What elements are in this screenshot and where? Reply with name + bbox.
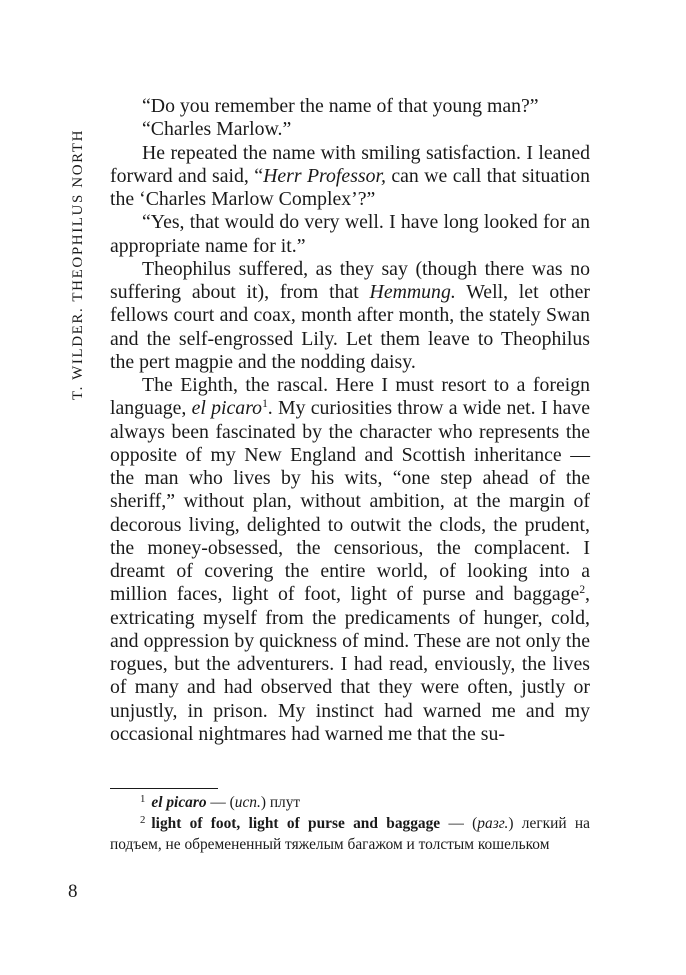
footnote-text: )	[508, 815, 514, 832]
footnote-label: разг.	[477, 815, 509, 832]
paragraph	[110, 142, 590, 212]
text-run: Well, let other fellows court and coax, month after month, the stately Swan and the self-engrossed Lily. Let them leave to Theophilus the pert magpie and the nodding daisy.	[110, 281, 590, 373]
text-run: Theophilus suffered, as they say (though there was no suffering about it), from that	[110, 257, 590, 303]
main-text	[110, 95, 590, 746]
paragraph: “Charles Marlow.”	[142, 118, 292, 141]
footnote-ref[interactable]: 2	[579, 584, 586, 597]
text-run: , extricating myself from the predicaments of hunger, cold, and oppression by quickness of mind. These are not only the rogues, but the adventurers. I had read, enviously, the lives of many and had observed that they were often, justly or unjustly, in prison. My instinct had warned me and my occasional nightmares had warned me that the su-	[110, 583, 590, 745]
footnote-gloss: легкий на подъем, не обремененный тяжелым багажом и толстым кошельком	[110, 815, 590, 853]
footnote-text: )	[260, 794, 266, 811]
text-run: . My curiosities throw a wide net. I have always been fascinated by the character who represents the opposite of my New England and Scottish inheritance — the man who lives by his wits, “one step ahead of the sheriff,” without plan, without ambition, at the margin of decorous living, delighted to outwit the clods, the prudent, the money-obsessed, the censorious, the complacent. I dreamt of covering the entire world, of looking into a million faces, light of foot, light of purse and baggage	[110, 397, 591, 606]
text-run: can we call that situation the ‘Charles Marlow Complex’?”	[110, 164, 590, 210]
running-head: T. WILDER. THEOPHILUS NORTH	[70, 128, 86, 400]
italic-phrase: Herr Professor,	[263, 164, 386, 187]
footnote-gloss: плут	[265, 794, 301, 811]
paragraph	[110, 258, 590, 374]
text-run: The Eighth, the rascal. Here I must resort to a foreign language,	[110, 374, 590, 420]
footnote	[110, 813, 590, 855]
paragraph: “Do you remember the name of that young man?”	[142, 95, 539, 117]
footnote-text: — (	[440, 815, 478, 832]
paragraph: “Yes, that would do very well. I have long looked for an appropriate name for it.”	[110, 211, 590, 257]
footnote-mark: 2	[140, 814, 146, 827]
text-run: He repeated the name with smiling satisfaction. I leaned forward and said, “	[110, 141, 590, 187]
footnote-text: — (	[206, 794, 235, 811]
footnote-mark: 1	[140, 793, 146, 806]
page-number: 8	[68, 881, 78, 902]
footnote-label: исп.	[234, 794, 261, 811]
footnote	[110, 792, 590, 813]
footnote-divider	[110, 788, 218, 789]
footnote-ref[interactable]: 1	[262, 398, 268, 411]
footnote-term: light of foot, light of purse and baggage	[151, 815, 441, 832]
footnote-term: el picaro	[151, 794, 207, 811]
italic-phrase: Hemmung.	[369, 281, 456, 303]
footnotes	[110, 792, 590, 855]
italic-phrase: el picaro	[191, 397, 263, 420]
paragraph	[110, 374, 590, 746]
